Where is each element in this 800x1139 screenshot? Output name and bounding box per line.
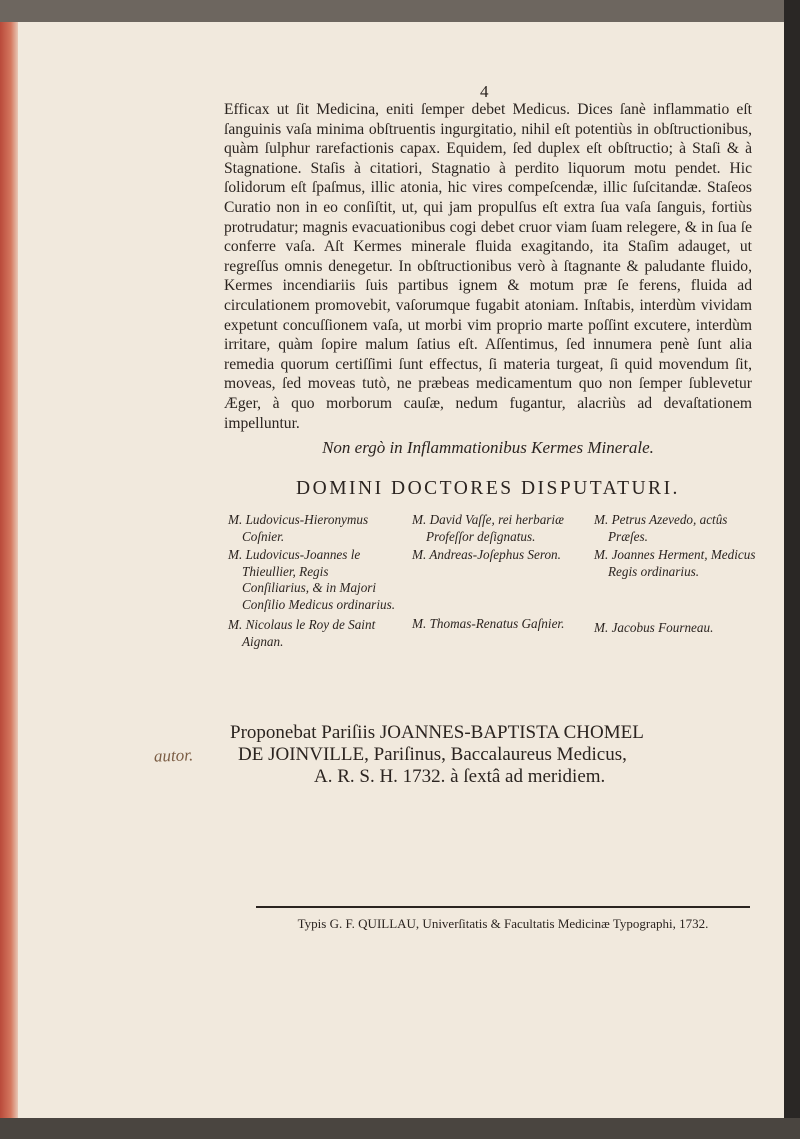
proponent-line-3: A. R. S. H. 1732. à ſextâ ad meridiem. xyxy=(314,766,606,787)
printer-imprint: Typis G. F. QUILLAU, Univerſitatis & Facultatis Medicinæ Typographi, 1732. xyxy=(297,916,709,931)
doctors-column-3 xyxy=(594,512,770,637)
proponent-block xyxy=(230,722,754,788)
right-binding-edge xyxy=(784,0,800,1139)
doctor-entry: M. Joannes Herment, Medicus Regis ordinarius. xyxy=(594,547,756,579)
doctor-entry: M. Thomas-Renatus Gaſnier. xyxy=(412,615,565,631)
doctors-heading: DOMINI DOCTORES DISPUTATURI. xyxy=(296,478,680,499)
doctor-entry: M. Petrus Azevedo, actûs Præſes. xyxy=(594,512,728,544)
handwritten-margin-note: autor. xyxy=(153,745,194,766)
page-number: 4 xyxy=(480,82,489,101)
doctor-entry: M. Nicolaus le Roy de Saint Aignan. xyxy=(228,617,376,649)
doctor-entry: M. Andreas-Joſephus Seron. xyxy=(412,547,561,562)
red-page-edge xyxy=(0,22,18,1118)
doctors-column-2 xyxy=(412,512,582,632)
printer-rule xyxy=(256,906,750,908)
proponent-line-1: Proponebat Pariſiis JOANNES-BAPTISTA CHOMEL xyxy=(230,722,644,743)
proponent-line-2: DE JOINVILLE, Pariſinus, Baccalaureus Medicus, xyxy=(238,744,627,765)
doctor-entry: M. Ludovicus-Joannes le Thieullier, Regis Conſiliarius, & in Majori Conſilio Medicus ordinarius. xyxy=(228,547,396,612)
conclusion-line: Non ergò in Inflammationibus Kermes Minerale. xyxy=(322,438,654,457)
top-page-edge xyxy=(0,0,800,22)
doctors-column-1 xyxy=(228,512,398,650)
doctor-entry: M. Jacobus Fourneau. xyxy=(594,620,714,635)
doctor-entry: M. Ludovicus-Hieronymus Coſnier. xyxy=(228,512,369,544)
doctor-entry: M. David Vaſſe, rei herbariæ Profeſſor deſignatus. xyxy=(412,512,564,544)
bottom-page-edge xyxy=(0,1118,800,1139)
body-paragraph: Efficax ut ſit Medicina, eniti ſemper debet Medicus. Dices ſanè inflammatio eſt ſanguinis vaſa minima obſtruentis ingurgitatio, nihil eſt potentiùs in obſtructionibus, quàm ſulphur rarefactionis capax. Equidem, ſed duplex eſt obſtructio; à Staſi & à Stagnatione. Staſis à citatiori, Stagnatio à perdito liquorum motu pendet. Hic ſolidorum eſt ſpaſmus, illic atonia, hic vires compeſcendæ, illic ſuſcitandæ. Staſeos Curatio non in eo conſiſtit, ut, qui jam propulſus eſt extra ſua vaſa ſanguis, fortiùs protrudatur; magnis evacuationibus cogi debet cruor viam ſuam relegere, & in ſua ſe conferre vaſa. Aſt Kermes minerale fluida exagitando, ita Staſim adauget, ut regreſſus omnis denegetur. In obſtructionibus verò à ſtagnante & paludante fluido, Kermes incendiariis ſuis partibus ignem & motum præ ſe ferens, fluida ad circulationem promovebit, vaſorumque fugabit atoniam. Inſtabis, interdùm vividam expetunt concuſſionem vaſa, ut morbi vim proprio marte poſſint excutere, interdùm irritare, quàm ſopire malum ſatius eſt. Aſſentimus, ſed innumera penè ſunt alia remedia quorum certiſſimi ſunt effectus, ſi materia turgeat, ſi quid movendum ſit, moveas, ſed moveas tutò, ne præbeas medicamentum quo non ſemper ſublevetur Æger, à quo morborum cauſæ, nedum fugantur, alacriùs ad devaſtationem impelluntur. xyxy=(224,101,752,432)
